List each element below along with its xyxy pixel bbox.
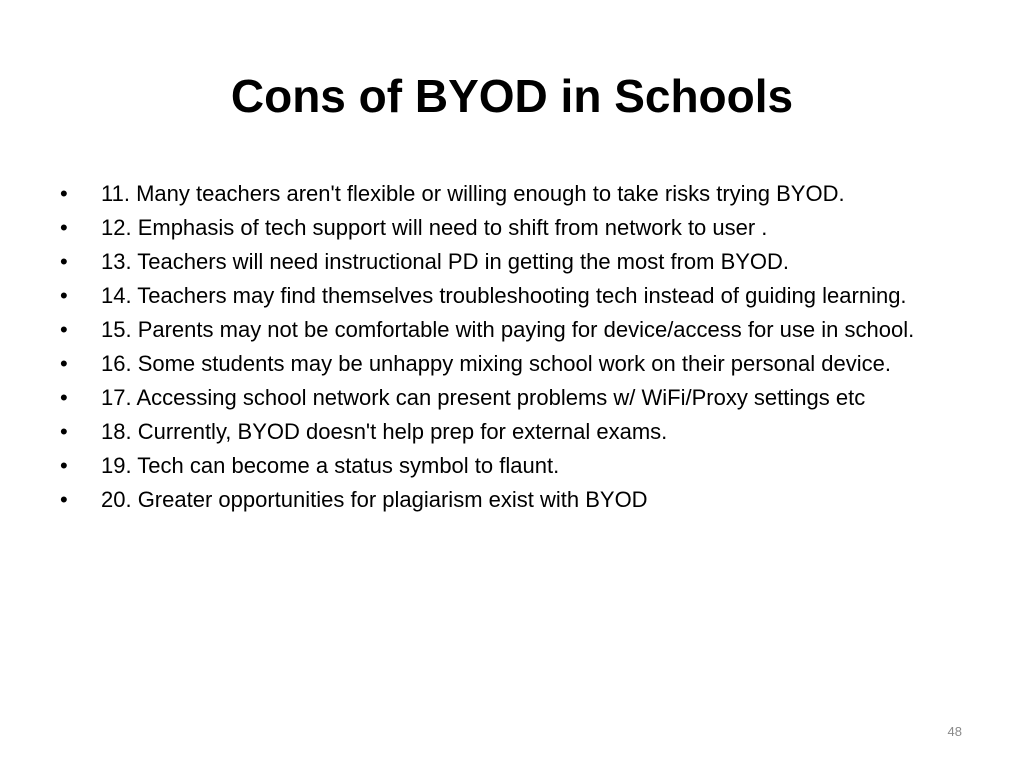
bullet-text: 16. Some students may be unhappy mixing school work on their personal device. [101,351,891,376]
bullet-text: 17. Accessing school network can present problems w/ WiFi/Proxy settings etc [101,385,866,410]
bullet-item [60,282,964,309]
bullet-text: 12. Emphasis of tech support will need to shift from network to user . [101,215,768,240]
bullet-item [60,418,964,445]
bullet-icon: • [60,385,68,410]
bullet-text: 11. Many teachers aren't flexible or willing enough to take risks trying BYOD. [101,181,845,206]
bullet-list [60,180,964,520]
bullet-item [60,180,964,207]
bullet-item [60,214,964,241]
bullet-icon: • [60,215,68,240]
bullet-icon: • [60,283,68,308]
bullet-text: 13. Teachers will need instructional PD in getting the most from BYOD. [101,249,790,274]
bullet-icon: • [60,453,68,478]
slide-title: Cons of BYOD in Schools [230,70,794,122]
bullet-text: 18. Currently, BYOD doesn't help prep for external exams. [101,419,668,444]
bullet-icon: • [60,351,68,376]
bullet-icon: • [60,487,68,512]
bullet-text: 19. Tech can become a status symbol to flaunt. [101,453,560,478]
bullet-item [60,486,964,513]
bullet-icon: • [60,181,68,206]
bullet-item [60,384,964,411]
bullet-text: 20. Greater opportunities for plagiarism exist with BYOD [101,487,648,512]
bullet-icon: • [60,419,68,444]
bullet-text: 15. Parents may not be comfortable with paying for device/access for use in school. [101,317,915,342]
bullet-item [60,452,964,479]
bullet-item [60,316,964,343]
bullet-icon: • [60,249,68,274]
slide-number: 48 [947,724,962,739]
bullet-item [60,350,964,377]
bullet-item [60,248,964,275]
bullet-icon: • [60,317,68,342]
bullet-text: 14. Teachers may find themselves troubleshooting tech instead of guiding learning. [101,283,907,308]
